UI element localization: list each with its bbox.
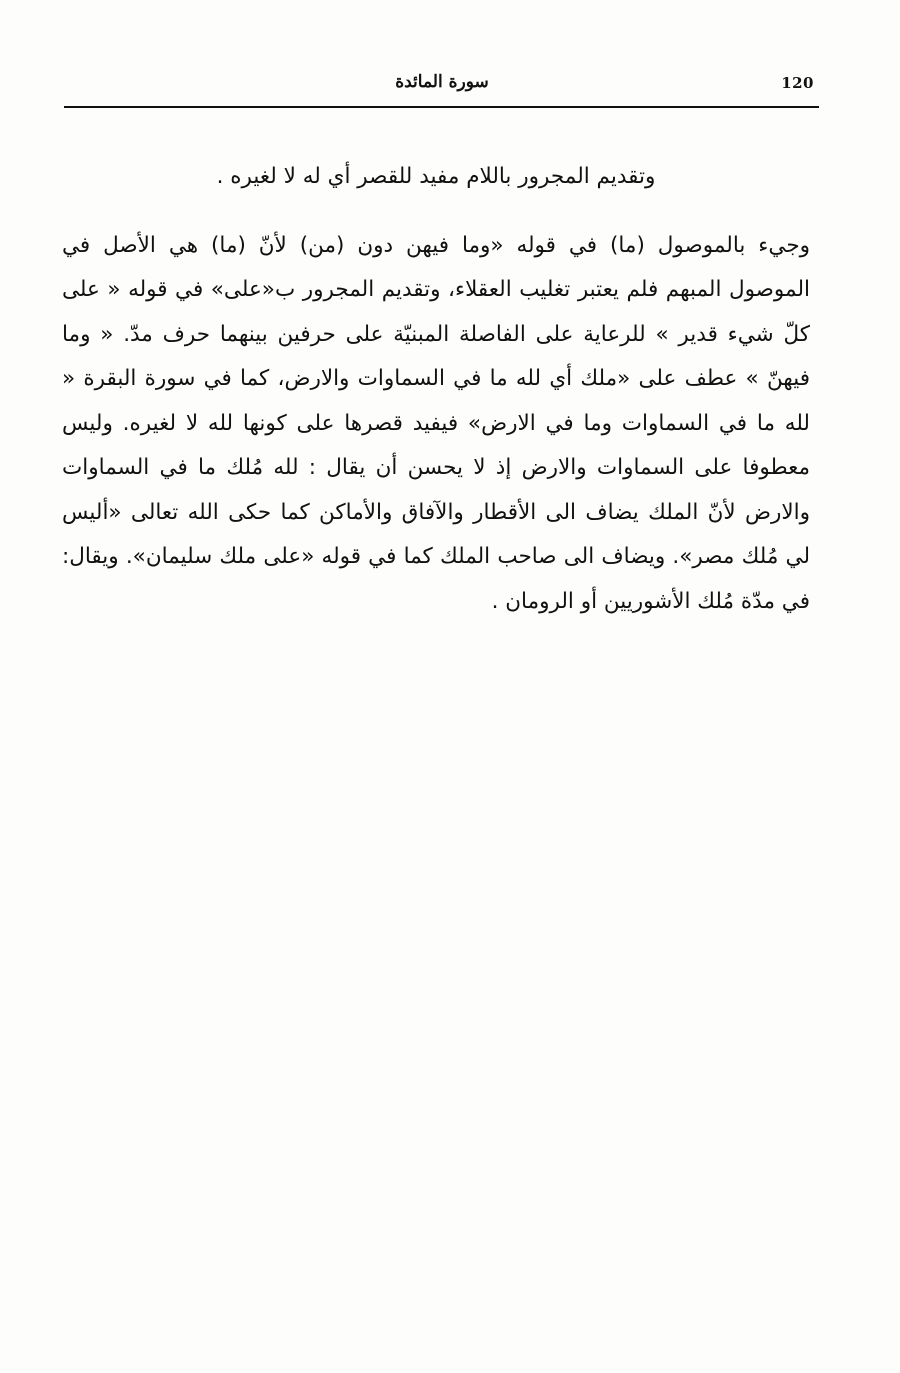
running-head <box>64 72 820 102</box>
page-number: 120 <box>781 74 814 92</box>
surah-title: سورة المائدة <box>395 72 489 92</box>
paragraph-2: وجيء بالموصول (ما) في قوله «وما فيهن دون (من) لأنّ (ما) هي الأصل في الموصول المبهم فلم يعتبر تغليب العقلاء، وتقديم المجرور ب«على» في قوله « على كلّ شيء قدير » للرعاية على الفاصلة المبنيّة على حرفين بينهما حرف مدّ. « وما فيهنّ » عطف على «ملك أي لله ما في السماوات والارض، كما في سورة البقرة « لله ما في السماوات وما في الارض» فيفيد قصرها على كونها لله لا لغيره. وليس معطوفا على السماوات والارض إذ لا يحسن أن يقال : لله مُلك ما في السماوات والارض لأنّ الملك يضاف الى الأقطار والآفاق والأماكن كما حكى الله تعالى «أليس لي مُلك مصر». ويضاف الى صاحب الملك كما في قوله «على ملك سليمان». ويقال: في مدّة مُلك الأشوريين أو الرومان . <box>62 232 810 614</box>
paragraph-1: وتقديم المجرور باللام مفيد للقصر أي له لا لغيره . <box>216 163 656 189</box>
header-rule <box>64 106 819 108</box>
